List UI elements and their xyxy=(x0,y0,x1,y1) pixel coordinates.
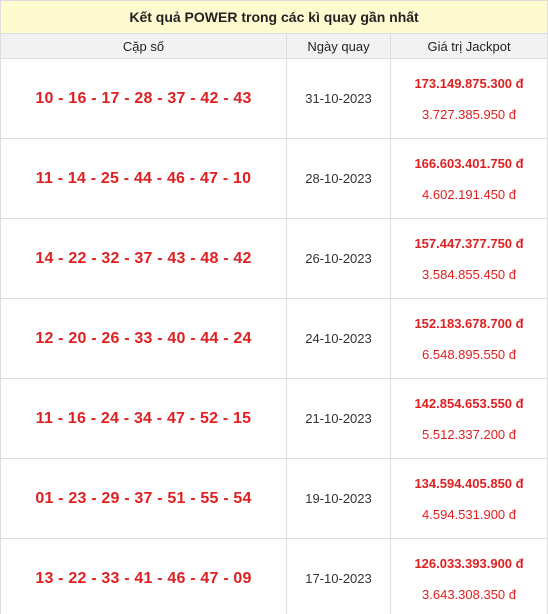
table-title: Kết quả POWER trong các kì quay gần nhất xyxy=(1,1,548,34)
jackpot-1-value: 134.594.405.850 đ xyxy=(414,475,524,491)
draw-date: 26-10-2023 xyxy=(287,219,391,299)
draw-date: 24-10-2023 xyxy=(287,299,391,379)
column-header-jackpot: Giá trị Jackpot xyxy=(391,34,548,59)
jackpot-cell xyxy=(391,299,548,379)
jackpot-1-value: 157.447.377.750 đ xyxy=(414,235,524,251)
result-numbers: 12 - 20 - 26 - 33 - 40 - 44 - 24 xyxy=(1,299,287,379)
result-numbers: 11 - 14 - 25 - 44 - 46 - 47 - 10 xyxy=(1,139,287,219)
jackpot-2-value: 3.584.855.450 đ xyxy=(422,266,516,282)
column-header-date: Ngày quay xyxy=(287,34,391,59)
draw-date: 17-10-2023 xyxy=(287,539,391,614)
jackpot-cell xyxy=(391,59,548,139)
jackpot-1-value: 166.603.401.750 đ xyxy=(414,155,524,171)
draw-date: 19-10-2023 xyxy=(287,459,391,539)
jackpot-1-value: 152.183.678.700 đ xyxy=(414,315,524,331)
result-numbers: 11 - 16 - 24 - 34 - 47 - 52 - 15 xyxy=(1,379,287,459)
result-numbers: 13 - 22 - 33 - 41 - 46 - 47 - 09 xyxy=(1,539,287,614)
result-numbers: 14 - 22 - 32 - 37 - 43 - 48 - 42 xyxy=(1,219,287,299)
jackpot-1-value: 142.854.653.550 đ xyxy=(414,395,524,411)
result-numbers: 01 - 23 - 29 - 37 - 51 - 55 - 54 xyxy=(1,459,287,539)
jackpot-cell xyxy=(391,139,548,219)
table-row xyxy=(1,379,548,459)
jackpot-2-value: 3.643.308.350 đ xyxy=(422,586,516,602)
draw-date: 28-10-2023 xyxy=(287,139,391,219)
table-row xyxy=(1,539,548,614)
jackpot-cell xyxy=(391,459,548,539)
draw-date: 31-10-2023 xyxy=(287,59,391,139)
jackpot-2-value: 5.512.337.200 đ xyxy=(422,426,516,442)
jackpot-cell xyxy=(391,539,548,614)
jackpot-1-value: 126.033.393.900 đ xyxy=(414,555,524,571)
draw-date: 21-10-2023 xyxy=(287,379,391,459)
jackpot-2-value: 6.548.895.550 đ xyxy=(422,346,516,362)
table-row xyxy=(1,299,548,379)
jackpot-1-value: 173.149.875.300 đ xyxy=(414,75,524,91)
table-row xyxy=(1,459,548,539)
jackpot-2-value: 3.727.385.950 đ xyxy=(422,106,516,122)
table-row xyxy=(1,59,548,139)
jackpot-cell xyxy=(391,379,548,459)
jackpot-2-value: 4.602.191.450 đ xyxy=(422,186,516,202)
table-row xyxy=(1,139,548,219)
jackpot-cell xyxy=(391,219,548,299)
result-numbers: 10 - 16 - 17 - 28 - 37 - 42 - 43 xyxy=(1,59,287,139)
jackpot-2-value: 4.594.531.900 đ xyxy=(422,506,516,522)
column-header-numbers: Cặp số xyxy=(1,34,287,59)
table-row xyxy=(1,219,548,299)
